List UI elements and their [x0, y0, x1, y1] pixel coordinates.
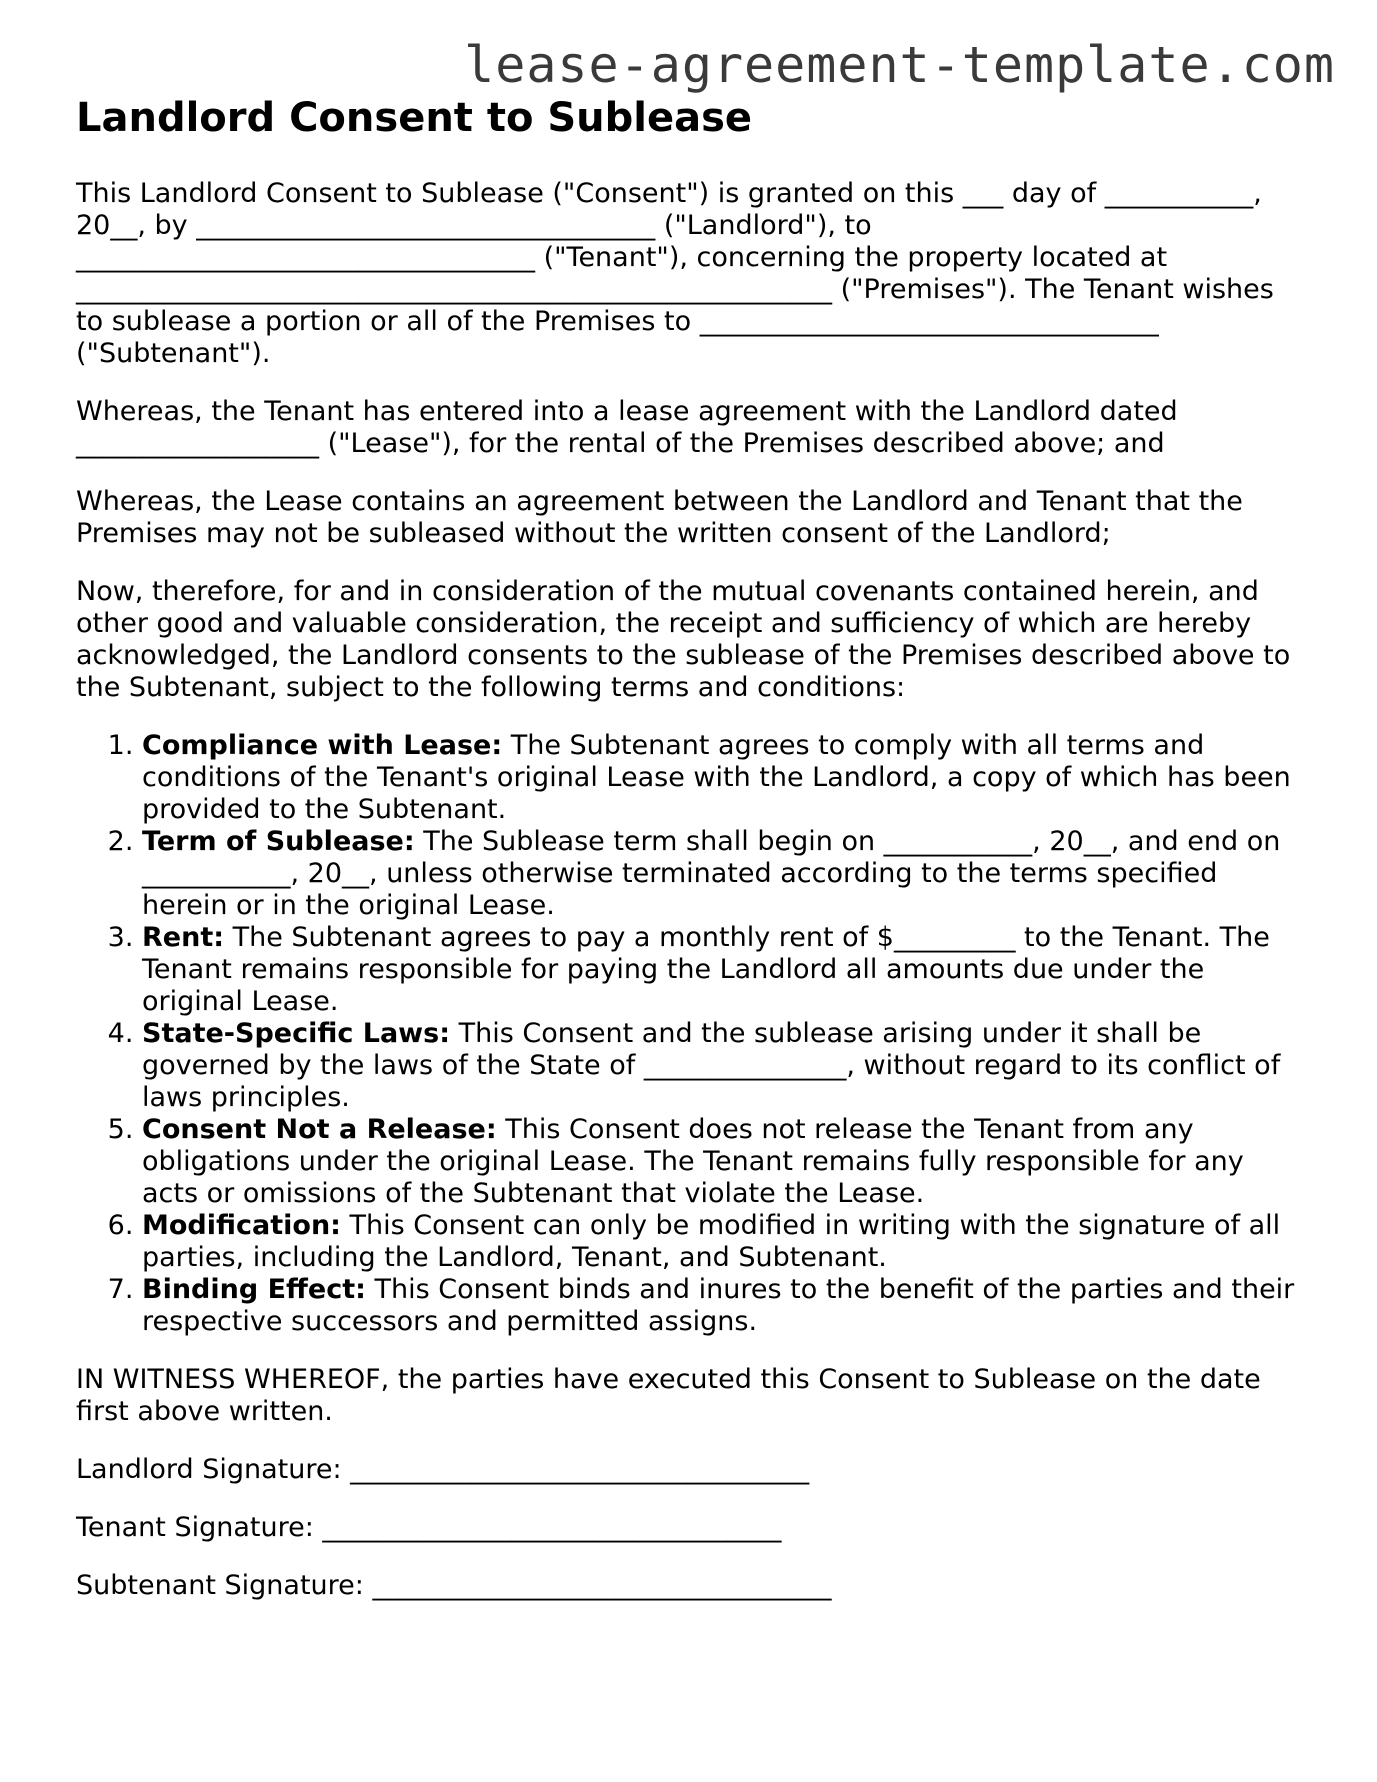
term-text: This Consent can only be modified in writing with the signature of all parties, including the Landlord, Tenant, and Subtenant. — [142, 1210, 1281, 1273]
term-item — [142, 1274, 1296, 1338]
state-blank[interactable]: _______________ — [643, 1050, 847, 1081]
landlord-signature-row — [76, 1454, 1296, 1486]
term-item — [142, 1018, 1296, 1114]
premises-address-blank[interactable]: ________________________________________________________ — [76, 274, 832, 305]
term-heading: Binding Effect: — [142, 1274, 366, 1305]
year-blank[interactable]: __ — [110, 210, 138, 241]
subtenant-signature-line[interactable]: __________________________________ — [372, 1570, 832, 1601]
document-page — [76, 92, 1296, 1628]
term-text: , without regard to its conflict of laws principles. — [142, 1050, 1281, 1113]
intro-text: , 20 — [76, 178, 1262, 241]
term-item — [142, 1114, 1296, 1210]
intro-text: ("Subtenant"). — [76, 338, 271, 369]
intro-text: ("Premises"). The Tenant wishes to sublease a portion or all of the Premises to — [76, 274, 1274, 337]
term-text: This Consent does not release the Tenant from any obligations under the original Lease. The Tenant remains fully responsible for any acts or omissions of the Subtenant that violate the Lease. — [142, 1114, 1244, 1209]
tenant-signature-row — [76, 1512, 1296, 1544]
term-text: The Subtenant agrees to pay a monthly rent of $ — [224, 922, 894, 953]
term-text: , and end on — [1110, 826, 1281, 857]
term-text: to the Tenant. The Tenant remains responsible for paying the Landlord all amounts due under the original Lease. — [142, 922, 1270, 1017]
subtenant-name-blank[interactable]: __________________________________ — [699, 306, 1159, 337]
term-item — [142, 730, 1296, 826]
witness-paragraph: IN WITNESS WHEREOF, the parties have executed this Consent to Sublease on the date first above written. — [76, 1364, 1261, 1427]
start-date-blank[interactable]: ___________ — [883, 826, 1033, 857]
end-date-blank[interactable]: ___________ — [142, 858, 291, 889]
tenant-name-blank[interactable]: __________________________________ — [76, 242, 535, 273]
start-year-blank[interactable]: __ — [1083, 826, 1111, 857]
term-item — [142, 922, 1296, 1018]
term-text: , 20 — [290, 858, 343, 889]
term-heading: Compliance with Lease: — [142, 730, 503, 761]
term-heading: Consent Not a Release: — [142, 1114, 497, 1145]
intro-paragraph — [76, 178, 1296, 370]
intro-text: ("Tenant"), concerning the property located at — [535, 242, 1168, 273]
rent-amount-blank[interactable]: _________ — [893, 922, 1016, 953]
day-blank[interactable]: ___ — [962, 178, 1004, 209]
term-heading: Term of Sublease: — [142, 826, 415, 857]
watermark-text: lease-agreement-template.com — [464, 36, 1335, 94]
month-blank[interactable]: ___________ — [1104, 178, 1254, 209]
landlord-signature-line[interactable]: __________________________________ — [350, 1454, 810, 1485]
term-text: The Sublease term shall begin on — [414, 826, 884, 857]
document-title: Landlord Consent to Sublease — [76, 95, 753, 141]
term-item — [142, 1210, 1296, 1274]
term-text: This Consent binds and inures to the benefit of the parties and their respective successors and permitted assigns. — [142, 1274, 1295, 1337]
lease-date-blank[interactable]: __________________ — [76, 428, 319, 459]
terms-list — [76, 730, 1296, 1338]
now-therefore-paragraph: Now, therefore, for and in consideration of the mutual covenants contained herein, and other good and valuable consideration, the receipt and sufficiency of which are hereby acknowledged, the Landlord consents to the sublease of the Premises described above to the Subtenant, subject to the following terms and conditions: — [76, 576, 1291, 703]
whereas-consent-paragraph: Whereas, the Lease contains an agreement between the Landlord and Tenant that the Premises may not be subleased without the written consent of the Landlord; — [76, 486, 1243, 549]
end-year-blank[interactable]: __ — [342, 858, 370, 889]
term-heading: State-Specific Laws: — [142, 1018, 450, 1049]
landlord-name-blank[interactable]: __________________________________ — [196, 210, 656, 241]
intro-text: day of — [1003, 178, 1105, 209]
landlord-signature-label: Landlord Signature: — [76, 1454, 351, 1485]
term-item — [142, 826, 1296, 922]
term-heading: Modification: — [142, 1210, 341, 1241]
whereas-text: Whereas, the Tenant has entered into a lease agreement with the Landlord dated — [76, 396, 1178, 427]
intro-text: , by — [137, 210, 197, 241]
tenant-signature-line[interactable]: __________________________________ — [322, 1512, 782, 1543]
subtenant-signature-label: Subtenant Signature: — [76, 1570, 373, 1601]
whereas-lease-paragraph — [76, 396, 1296, 460]
term-text: The Subtenant agrees to comply with all terms and conditions of the Tenant's original Lease with the Landlord, a copy of which has been provided to the Subtenant. — [142, 730, 1291, 825]
term-text: , unless otherwise terminated according to the terms specified herein or in the original Lease. — [142, 858, 1218, 921]
term-heading: Rent: — [142, 922, 225, 953]
whereas-text: ("Lease"), for the rental of the Premises described above; and — [319, 428, 1165, 459]
term-text: This Consent and the sublease arising under it shall be governed by the laws of the State of — [142, 1018, 1202, 1081]
intro-text: ("Landlord"), to — [655, 210, 872, 241]
subtenant-signature-row — [76, 1570, 1296, 1602]
term-text: , 20 — [1032, 826, 1084, 857]
intro-text: This Landlord Consent to Sublease ("Consent") is granted on this — [76, 178, 963, 209]
tenant-signature-label: Tenant Signature: — [76, 1512, 323, 1543]
